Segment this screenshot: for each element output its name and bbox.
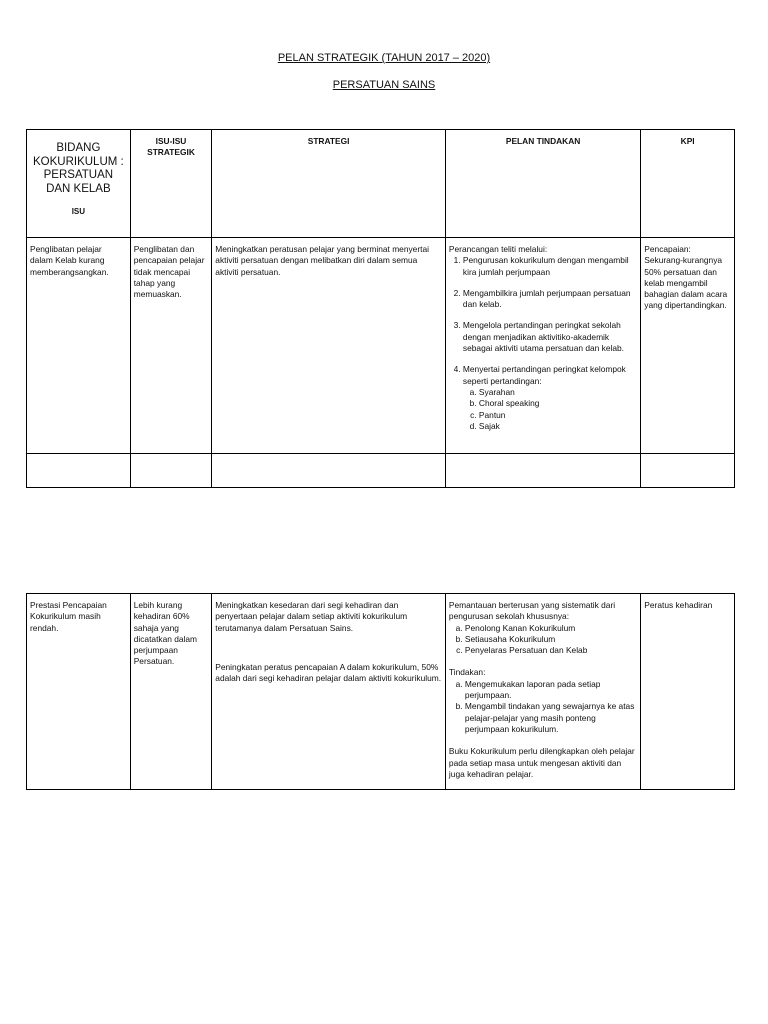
header-bidang <box>27 130 131 238</box>
strategic-plan-table-2 <box>26 593 735 790</box>
empty-cell <box>445 454 640 488</box>
strategic-plan-table-1 <box>26 129 735 488</box>
list-item: 1. Pengurusan kokurikulum dengan mengambil kira jumlah perjumpaan <box>463 255 637 278</box>
table-row <box>27 594 735 790</box>
empty-cell <box>212 454 446 488</box>
empty-cell <box>130 454 212 488</box>
cell-strategi <box>212 594 446 790</box>
table-header-row <box>27 130 735 238</box>
list-item: d. Sajak <box>479 421 637 432</box>
list-item: c. Pantun <box>479 410 637 421</box>
header-strategi: STRATEGI <box>212 130 446 238</box>
cell-isu: Penglibatan pelajar dalam Kelab kurang memberangsangkan. <box>27 238 131 454</box>
header-isu: ISU <box>71 207 86 216</box>
list-item: a. Mengemukakan laporan pada setiap perjumpaan. <box>465 679 637 702</box>
strategi-2: Peningkatan peratus pencapaian A dalam kokurikulum, 50% adalah dari segi kehadiran pelajar dalam aktiviti kokurikulum. <box>215 661 442 684</box>
tindakan-label: Tindakan: <box>448 667 486 678</box>
sub-list <box>463 387 637 432</box>
list-item: b. Choral speaking <box>479 398 637 409</box>
header-kpi: KPI <box>641 130 735 238</box>
list-item <box>463 364 637 432</box>
empty-cell <box>641 454 735 488</box>
pelan-intro: Perancangan teliti melalui: <box>448 244 548 254</box>
header-bidang-title: BIDANG KOKURIKULUM : PERSATUAN DAN KELAB <box>32 142 124 195</box>
cell-pelan-tindakan <box>445 594 640 790</box>
table-row-empty <box>27 454 735 488</box>
page-title: PELAN STRATEGIK (TAHUN 2017 – 2020) <box>277 52 491 64</box>
empty-cell <box>27 454 131 488</box>
table-row <box>27 238 735 454</box>
page-subtitle: PERSATUAN SAINS <box>332 79 436 91</box>
list-item-text: Menyertai pertandingan peringkat kelompok seperti pertandingan: <box>462 364 626 386</box>
pelan-list-2 <box>449 679 637 735</box>
cell-strategi: Meningkatkan peratusan pelajar yang berminat menyertai aktiviti persatuan dengan melibatkan diri dalam semua aktiviti persatuan. <box>212 238 446 454</box>
pelan-list-1 <box>449 623 637 657</box>
list-item: a. Penolong Kanan Kokurikulum <box>465 623 637 634</box>
list-item: 3. Mengelola pertandingan peringkat sekolah dengan menjadikan aktivitiko-akademik sebagai aktiviti utama persatuan dan kelab. <box>463 320 637 354</box>
cell-isu-strategik: Lebih kurang kehadiran 60% sahaja yang dicatatkan dalam perjumpaan Persatuan. <box>130 594 212 790</box>
cell-isu-strategik: Penglibatan dan pencapaian pelajar tidak mencapai tahap yang memuaskan. <box>130 238 212 454</box>
list-item: a. Syarahan <box>479 387 637 398</box>
cell-kpi: Peratus kehadiran <box>641 594 735 790</box>
strategi-1: Meningkatkan kesedaran dari segi kehadiran dan penyertaan pelajar dalam setiap aktiviti kokurikulum terutamanya dalam Persatuan Sains. <box>215 600 408 633</box>
header-pelan-tindakan: PELAN TINDAKAN <box>445 130 640 238</box>
pelan-intro: Pemantauan berterusan yang sistematik dari pengurusan sekolah khususnya: <box>448 600 616 622</box>
list-item: b. Mengambil tindakan yang sewajarnya ke atas pelajar-pelajar yang masih ponteng perjumpaan kokurikulum. <box>465 701 637 735</box>
list-item: c. Penyelaras Persatuan dan Kelab <box>465 645 637 656</box>
cell-pelan-tindakan <box>445 238 640 454</box>
list-item: 2. Mengambilkira jumlah perjumpaan persatuan dan kelab. <box>463 288 637 311</box>
cell-isu: Prestasi Pencapaian Kokurikulum masih rendah. <box>27 594 131 790</box>
cell-kpi: Pencapaian: Sekurang-kurangnya 50% persatuan dan kelab mengambil bahagian dalam acara yang dipertandingkan. <box>641 238 735 454</box>
header-isu-strategik: ISU-ISU STRATEGIK <box>130 130 212 238</box>
pelan-list <box>449 255 637 432</box>
list-item: b. Setiausaha Kokurikulum <box>465 634 637 645</box>
pelan-closing: Buku Kokurikulum perlu dilengkapkan oleh pelajar pada setiap masa untuk mengesan aktiviti dan juga kehadiran pelajar. <box>448 746 635 779</box>
